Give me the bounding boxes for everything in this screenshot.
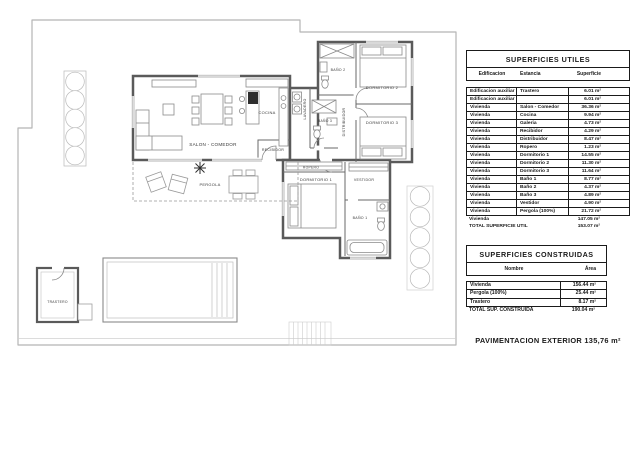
room-label-salon: SALON - COMEDOR	[189, 142, 237, 147]
cell-superficie: 6.01 m²	[584, 88, 601, 94]
construidas-column-headers	[467, 262, 606, 275]
col-header-superficie: Superficie	[576, 70, 601, 77]
cell-nombre: Pergola (100%)	[467, 290, 561, 298]
cell-estancia: Dormitorio 3	[517, 168, 569, 175]
cell-estancia: Baño 2	[517, 184, 569, 191]
walkway-hatch	[289, 322, 331, 345]
room-label-trastero: TRASTERO	[47, 300, 68, 304]
total-value: 153.07 m²	[577, 223, 600, 229]
cell-edificacion: Vivienda	[467, 200, 517, 207]
cell-area: 25.44 m²	[575, 290, 596, 296]
cell-superficie: 9.94 m²	[584, 112, 601, 118]
total-row	[466, 216, 630, 223]
cell-edificacion: Vivienda	[467, 208, 517, 215]
table-row	[467, 128, 629, 136]
sideboard	[152, 80, 196, 87]
cell-edificacion: Vivienda	[467, 152, 517, 159]
cell-estancia: Cocina	[517, 112, 569, 119]
room-label-dormitorio1: DORMITORIO 1	[299, 177, 333, 182]
room-label-distribuidor: DISTRIBUIDOR	[342, 107, 346, 137]
room-label-ropero: ROPERO	[302, 165, 320, 170]
swimming-pool	[103, 258, 237, 322]
cell-area: 156.44 m²	[572, 281, 596, 288]
cell-edificacion: Vivienda	[467, 120, 517, 127]
cell-nombre: Trastero	[467, 299, 561, 307]
cell-superficie: 36.36 m²	[581, 104, 601, 110]
cell-estancia: Recibidor	[517, 128, 569, 135]
table-row	[467, 160, 629, 168]
room-label-lavadero: LAVADERO	[303, 98, 307, 120]
cell-superficie: 11.64 m²	[581, 168, 601, 174]
dining-table	[192, 94, 232, 125]
cell-estancia: Trastero	[517, 88, 569, 95]
cell-estancia: Dormitorio 2	[517, 160, 569, 167]
total-row	[466, 307, 607, 315]
cell-edificacion: Vivienda	[467, 160, 517, 167]
table-row	[467, 192, 629, 200]
room-label-dormitorio3: DORMITORIO 3	[365, 120, 399, 125]
room-label-recibidor: RECIBIDOR	[261, 148, 285, 152]
cell-superficie: 11.30 m²	[581, 160, 601, 166]
cell-estancia	[517, 96, 569, 103]
cell-nombre: Vivienda	[467, 282, 561, 290]
hedge-left	[64, 71, 86, 166]
total-label: Vivienda	[469, 216, 490, 222]
room-label-vestidor: VESTIDOR	[353, 178, 375, 182]
room-label-cocina: COCINA	[258, 110, 276, 115]
sink	[281, 96, 286, 101]
cell-estancia: Pergola (100%)	[517, 208, 569, 215]
cell-edificacion: Edificacion auxiliar	[467, 88, 517, 95]
table-row	[467, 208, 629, 216]
cell-superficie: 21.72 m²	[581, 208, 601, 214]
total-value: 147.05 m²	[577, 216, 600, 222]
bed-dormitorio2	[360, 45, 406, 87]
cell-edificacion: Vivienda	[467, 192, 517, 199]
cell-estancia: Distribuidor	[517, 136, 569, 143]
cell-estancia: Baño 3	[517, 192, 569, 199]
utiles-title: SUPERFICIES UTILES	[505, 55, 591, 64]
table-row	[467, 120, 629, 128]
cell-edificacion: Vivienda	[467, 168, 517, 175]
construidas-totals	[466, 307, 607, 315]
lounge-chair	[168, 174, 188, 194]
tree-row-right	[407, 186, 433, 290]
col-header-area: Área	[584, 265, 596, 272]
table-row	[467, 104, 629, 112]
cell-edificacion: Edificacion auxiliar	[467, 96, 517, 103]
total-row	[466, 223, 630, 230]
cell-superficie: 4.90 m²	[584, 200, 601, 206]
utiles-header-box	[466, 50, 630, 81]
cell-estancia: Ropero	[517, 144, 569, 151]
cell-superficie: 8.77 m²	[584, 176, 601, 182]
cell-estancia: Galeria	[517, 120, 569, 127]
cell-superficie: 4.29 m²	[584, 128, 601, 134]
cell-edificacion: Vivienda	[467, 104, 517, 111]
total-value: 190.04 m²	[571, 307, 595, 313]
cell-estancia: Vestidor	[517, 200, 569, 207]
outdoor-table	[229, 170, 258, 199]
superficies-construidas-table	[466, 245, 607, 315]
table-row	[467, 290, 606, 299]
table-row	[467, 200, 629, 208]
utiles-totals	[466, 216, 630, 230]
cell-edificacion: Vivienda	[467, 112, 517, 119]
cell-superficie: 1.23 m²	[584, 144, 601, 150]
table-row	[467, 144, 629, 152]
cell-edificacion: Vivienda	[467, 136, 517, 143]
table-row	[467, 136, 629, 144]
cell-superficie: 6.01 m²	[584, 96, 601, 102]
total-label: TOTAL SUP. CONSTRUIDA	[469, 307, 534, 313]
table-row	[467, 152, 629, 160]
utiles-column-headers	[467, 67, 629, 80]
cell-estancia: Baño 1	[517, 176, 569, 183]
room-label-bano3: BAÑO 3	[318, 119, 332, 123]
cell-edificacion: Vivienda	[467, 128, 517, 135]
table-row	[467, 282, 606, 291]
room-label-bano1: BAÑO 1	[352, 216, 368, 220]
table-row	[467, 88, 629, 96]
cell-area: 8.17 m²	[578, 298, 596, 305]
table-row	[467, 176, 629, 184]
table-row	[467, 168, 629, 176]
cell-edificacion: Vivienda	[467, 176, 517, 183]
pavimentacion-exterior-note: PAVIMENTACION EXTERIOR 135,76 m²	[475, 336, 621, 345]
col-header-estancia: Estancia	[520, 70, 541, 77]
room-label-dormitorio2: DORMITORIO 2	[365, 85, 399, 90]
cell-edificacion: Vivienda	[467, 184, 517, 191]
bed-dormitorio1	[288, 184, 336, 228]
table-row	[467, 184, 629, 192]
construidas-rows	[466, 281, 607, 308]
utiles-rows	[466, 87, 630, 216]
cell-estancia: Salon - Comedor	[517, 104, 569, 111]
trastero-building	[37, 266, 92, 322]
construidas-header-box	[466, 245, 607, 276]
room-label-pergola: PERGOLA	[199, 182, 221, 187]
cell-superficie: 4.73 m²	[584, 120, 601, 126]
cell-superficie: 14.55 m²	[581, 152, 601, 158]
cell-superficie: 4.37 m²	[584, 184, 601, 190]
cell-estancia: Dormitorio 1	[517, 152, 569, 159]
superficies-utiles-table	[466, 50, 630, 230]
room-label-bano2: BAÑO 2	[330, 68, 346, 72]
side-table	[163, 104, 174, 115]
cell-superficie: 8.47 m²	[584, 136, 601, 142]
table-row	[467, 299, 606, 308]
cell-superficie: 4.89 m²	[584, 192, 601, 198]
table-row	[467, 112, 629, 120]
stove	[248, 92, 258, 104]
col-header-edificacion: Edificacion	[478, 70, 506, 77]
construidas-title: SUPERFICIES CONSTRUIDAS	[479, 250, 594, 259]
col-header-nombre: Nombre	[504, 265, 524, 272]
closets	[286, 162, 388, 171]
table-row	[467, 96, 629, 104]
plant	[194, 162, 206, 174]
total-label: TOTAL SUPERFICIE UTIL	[469, 223, 528, 229]
lounge-chair	[146, 172, 167, 193]
cell-edificacion: Vivienda	[467, 144, 517, 151]
